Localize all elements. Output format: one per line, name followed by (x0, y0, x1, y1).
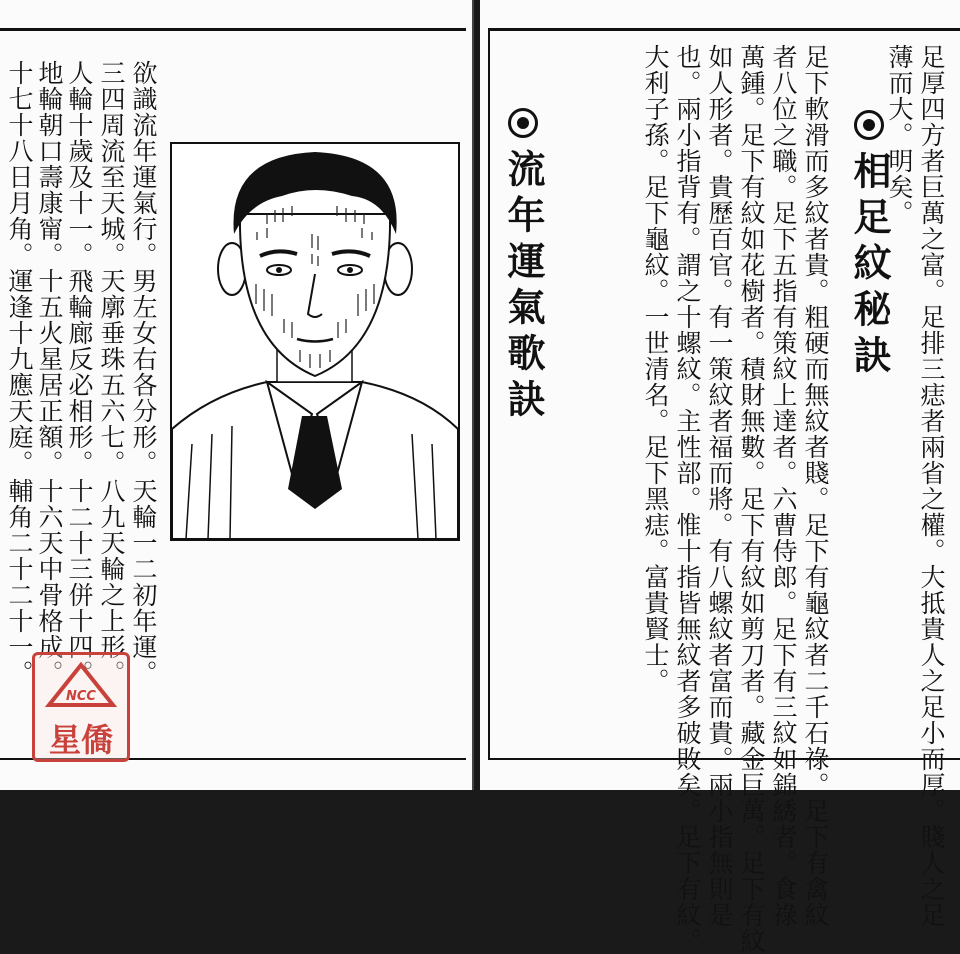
verse-line: 三四周流至天城。 (97, 60, 126, 268)
body-line: 如人形者。貴歷百官。有一策紋者福而將。有八螺紋者富而貴。兩小指無則是 (705, 44, 734, 928)
left-page (0, 0, 474, 790)
body-line: 也。兩小指背有。謂之十螺紋。主性部。惟十指皆無紋者多破敗矣。足下有紋。 (673, 44, 702, 954)
left-top-rule (0, 28, 466, 31)
body-line: 萬鍾。足下有紋如花樹者。積財無數。足下有紋如剪刀者。藏金巨萬。足下有紋 (737, 44, 766, 954)
portrait-drawing (172, 144, 458, 539)
triangle-icon (35, 657, 127, 717)
section-2-heading (502, 108, 544, 425)
verse-line: 地輪朝口壽康甯。 (35, 60, 64, 268)
bullet-icon (508, 108, 538, 138)
right-top-rule (488, 28, 960, 31)
verse-line: 十七十八日月角。 (5, 60, 34, 268)
watermark-stamp (32, 652, 130, 762)
body-line: 足下軟滑而多紋者貴。粗硬而無紋者賤。足下有龜紋者二千石祿。足下有禽紋 (801, 44, 830, 928)
verse-line: 男左女右各分形。 (129, 268, 158, 476)
section-2-title: 流年運氣歌訣 (501, 149, 546, 426)
body-line: 大利子孫。足下龜紋。一世清名。足下黑痣。富貴賢士。 (641, 44, 670, 694)
verse-line: 人輪十歲及十一。 (65, 60, 94, 268)
verse-line: 運逢十九應天庭。 (5, 268, 34, 476)
bullet-icon (854, 110, 884, 140)
section-1-heading (848, 110, 890, 381)
verse-line: 十二十三併十四。 (65, 478, 94, 686)
intro-line: 足厚四方者巨萬之富。足排三痣者兩省之權。大抵貴人之足小而厚。賤人之足 (917, 44, 946, 928)
verse-line: 輔角二十二十一。 (5, 478, 34, 686)
body-line: 者八位之職。足下五指有策紋上達者。六曹侍郎。足下有三紋如錦綉者。食祿 (769, 44, 798, 928)
intro-line: 薄而大。明矣。 (885, 44, 914, 226)
section-1-title: 相足紋秘訣 (847, 151, 892, 382)
verse-line: 八九天輪之上形。 (97, 478, 126, 686)
section-divider (488, 30, 490, 758)
verse-line: 十六天中骨格成。 (35, 478, 64, 686)
verse-line: 欲識流年運氣行。 (129, 60, 158, 268)
stamp-line-2: 星僑 (48, 721, 113, 759)
verse-line: 十五火星居正額。 (35, 268, 64, 476)
stamp-line-1: NCC (66, 689, 96, 704)
right-page (480, 0, 960, 954)
verse-line: 飛輪廊反必相形。 (65, 268, 94, 476)
verse-line: 天廓垂珠五六七。 (97, 268, 126, 476)
verse-line: 天輪一二初年運。 (129, 478, 158, 686)
portrait-illustration (170, 142, 460, 541)
